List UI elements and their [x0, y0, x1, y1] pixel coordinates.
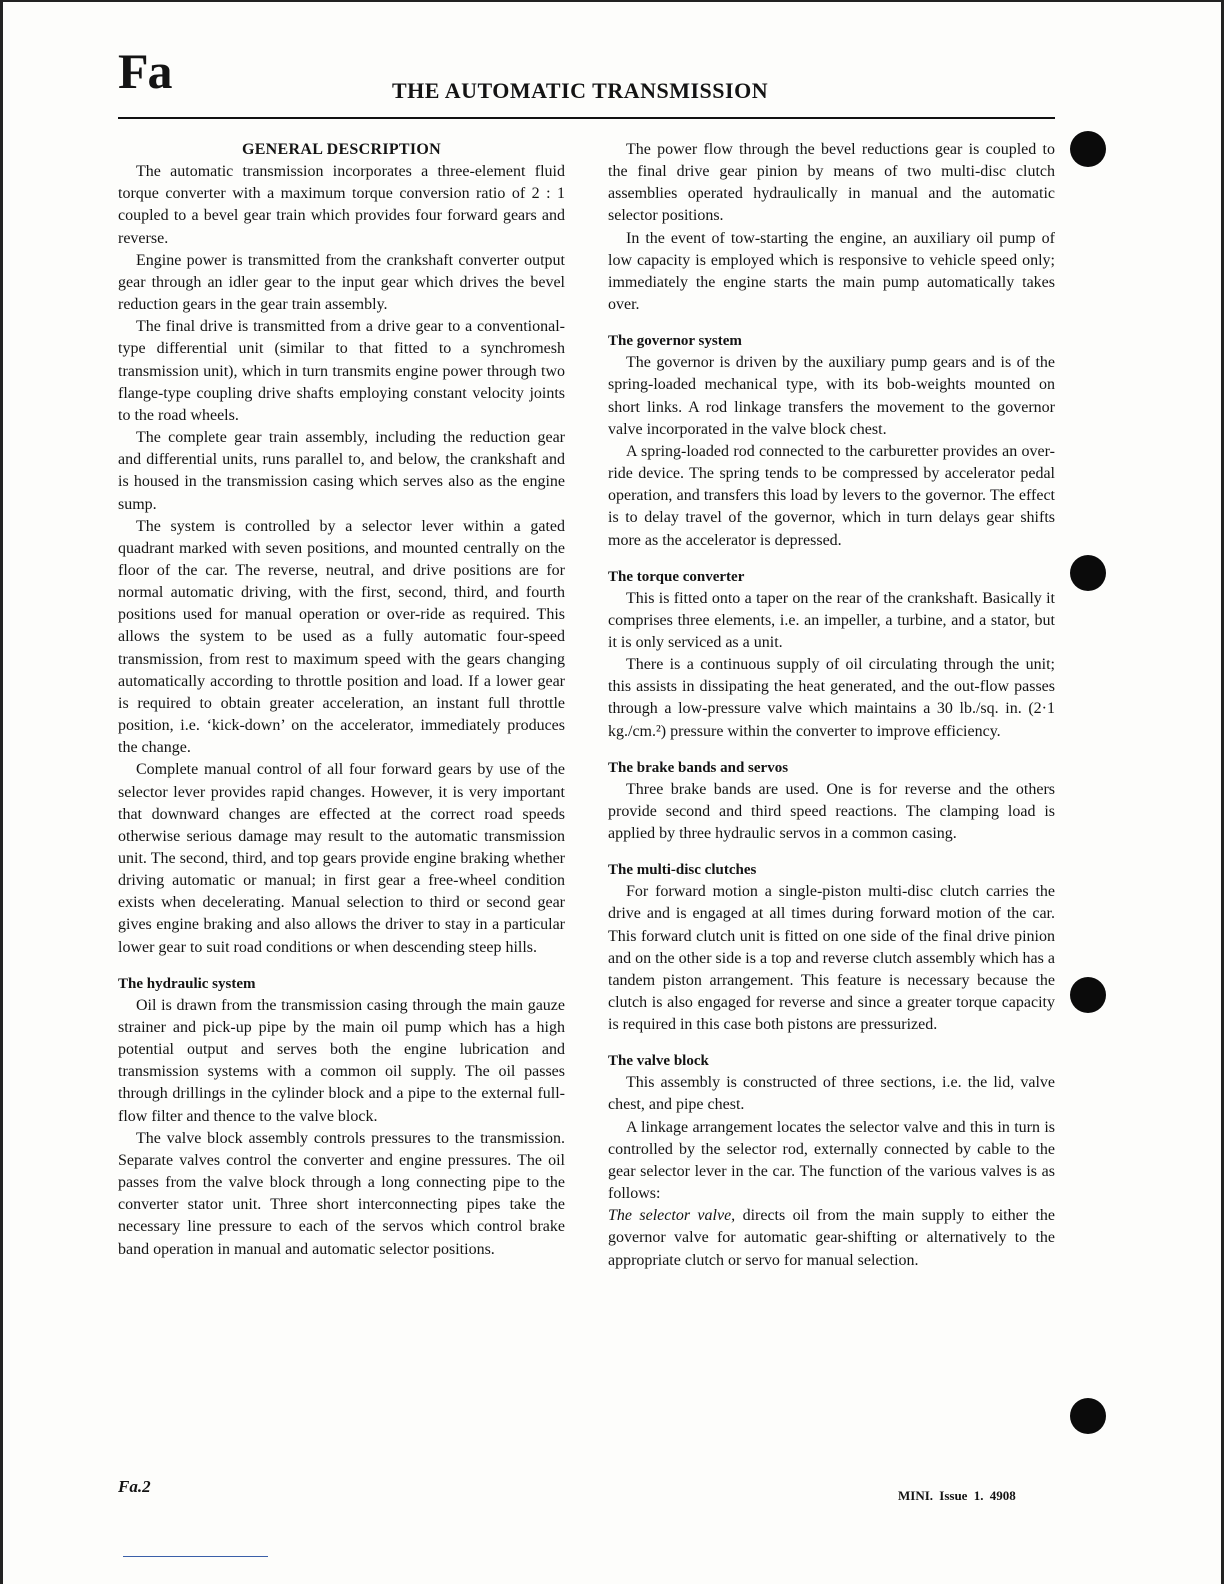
hydraulic-system-heading: The hydraulic system: [118, 975, 256, 992]
scan-edge-left: [0, 0, 3, 1584]
paragraph: The system is controlled by a selector lever within a gated quadrant marked with seven positions, and mounted centrally on the floor of the car. The reverse, neutral, and drive positions are for normal automatic driving, with the first, second, third, and fourth positions used for manual operation or over-ride as required. This allows the system to be used as a fully automatic four-speed transmission, from rest to maximum speed with the gears changing automatically according to throttle position and load. If a lower gear is required to obtain greater acceleration, an instant full throttle position, i.e. ‘kick-down’ on the accelerator, immediately produces the change.: [118, 517, 565, 757]
paragraph: Engine power is transmitted from the crankshaft converter output gear through an idler gear to the input gear which drives the bevel reduction gears in the gear train assembly.: [118, 251, 565, 314]
valve-block-heading: The valve block: [608, 1053, 709, 1070]
selector-valve-term: The selector valve,: [608, 1207, 736, 1225]
binder-hole: [1070, 1398, 1106, 1434]
binder-hole: [1070, 977, 1106, 1013]
paragraph: There is a continuous supply of oil circulating through the unit; this assists in dissipating the heat generated, and the out-flow passes through a low-pressure valve which maintains a 30 lb./sq. in. (2·1 kg./cm.²) pressure within the converter to improve efficiency.: [608, 656, 1055, 740]
page-number: Fa.2: [118, 1477, 151, 1496]
paragraph: The automatic transmission incorporates a three-element fluid torque converter with a maximum torque conversion ratio of 2 : 1 coupled to a bevel gear train which provides four forward gears and reverse.: [118, 163, 565, 247]
paragraph: The complete gear train assembly, including the reduction gear and differential units, runs parallel to, and below, the crankshaft and is housed in the transmission casing which serves also as the engine sump.: [118, 429, 565, 513]
left-column: [118, 139, 565, 1261]
brake-bands-heading: The brake bands and servos: [608, 759, 789, 776]
section-code: Fa: [118, 43, 172, 99]
paragraph: Complete manual control of all four forward gears by use of the selector lever provides rapid changes. However, it is very important that downward changes are effected at the correct road speeds otherwise serious damage may result to the automatic transmission unit. The second, third, and top gears provide engine braking whether driving automatic or manual; in first gear a free-wheel condition exists when decelerating. Manual selection to third or second gear gives engine braking and also allows the driver to stay in a particular lower gear to suit road conditions or when descending steep hills.: [118, 761, 565, 956]
header-rule: [118, 117, 1055, 119]
paragraph: The governor is driven by the auxiliary pump gears and is of the spring-loaded mechanical type, with its bob-weights mounted on short links. A rod linkage transfers the movement to the governor valve incorporated in the valve block chest.: [608, 354, 1055, 438]
general-description-heading: GENERAL DESCRIPTION: [241, 141, 442, 158]
paragraph: Three brake bands are used. One is for reverse and the others provide second and third speed reactions. The clamping load is applied by three hydraulic servos in a common casing.: [608, 780, 1055, 843]
governor-system-heading: The governor system: [608, 333, 742, 350]
paragraph: A linkage arrangement locates the selector valve and this in turn is controlled by the selector rod, externally connected by cable to the gear selector lever in the car. The function of the various valves is as follows:: [608, 1118, 1055, 1203]
binder-hole: [1070, 555, 1106, 591]
page-title: THE AUTOMATIC TRANSMISSION: [392, 78, 769, 103]
selector-valve-paragraph: [608, 1205, 1055, 1271]
paragraph: The final drive is transmitted from a drive gear to a conventional-type differential unit (similar to that fitted to a synchromesh transmission unit), which in turn transmits engine power through two flange-type coupling drive shafts employing constant velocity joints to the road wheels.: [118, 318, 565, 424]
paragraph: The valve block assembly controls pressures to the transmission. Separate valves control the converter and engine pressures. The oil passes from the valve block through a long connecting pipe to the converter stator unit. Three short interconnecting pipes take the necessary line pressure to each of the servos which control brake band operation in manual and automatic selector positions.: [118, 1129, 565, 1258]
paragraph: In the event of tow-starting the engine, an auxiliary oil pump of low capacity is employed which is responsive to vehicle speed only; immediately the engine starts the main pump automatically takes over.: [608, 229, 1055, 314]
paragraph: This assembly is constructed of three sections, i.e. the lid, valve chest, and pipe chest.: [608, 1074, 1055, 1114]
right-column: [608, 139, 1055, 1272]
multi-disc-clutches-heading: The multi-disc clutches: [608, 862, 757, 879]
paragraph: A spring-loaded rod connected to the carburetter provides an over-ride device. The spring tends to be compressed by accelerator pedal operation, and transfers this load by levers to the governor. The effect is to delay travel of the governor, which in turn delays gear shifts more as the accelerator is depressed.: [608, 442, 1055, 549]
scan-edge-top: [0, 0, 1224, 2]
selector-valve-text: directs oil from the main supply to either the governor valve for automatic gear-shifting or alternatively to the appropriate clutch or servo for manual selection.: [608, 1207, 1055, 1269]
binder-hole: [1070, 131, 1106, 167]
paragraph: Oil is drawn from the transmission casing through the main gauze strainer and pick-up pipe by the main oil pump which has a high potential output and serves both the engine lubrication and transmission systems with a common oil supply. The oil passes through drillings in the cylinder block and a pipe to the external full-flow filter and thence to the valve block.: [118, 996, 565, 1125]
publication-reference: MINI. Issue 1. 4908: [898, 1488, 1016, 1503]
paragraph: This is fitted onto a taper on the rear of the crankshaft. Basically it comprises three elements, i.e. an impeller, a turbine, and a stator, but it is only serviced as a unit.: [608, 589, 1055, 651]
scan-mark: [123, 1556, 268, 1557]
torque-converter-heading: The torque converter: [608, 568, 745, 585]
paragraph: The power flow through the bevel reductions gear is coupled to the final drive gear pinion by means of two multi-disc clutch assemblies operated hydraulically in manual and the automatic selector positions.: [608, 141, 1055, 225]
paragraph: For forward motion a single-piston multi-disc clutch carries the drive and is engaged at all times during forward motion of the car. This forward clutch unit is fitted on one side of the final drive pinion and on the other side is a top and reverse clutch assembly which has a tandem piston arrangement. This feature is necessary because the clutch is also engaged for reverse and since a greater torque capacity is required in this case both pistons are pressurized.: [608, 883, 1055, 1034]
